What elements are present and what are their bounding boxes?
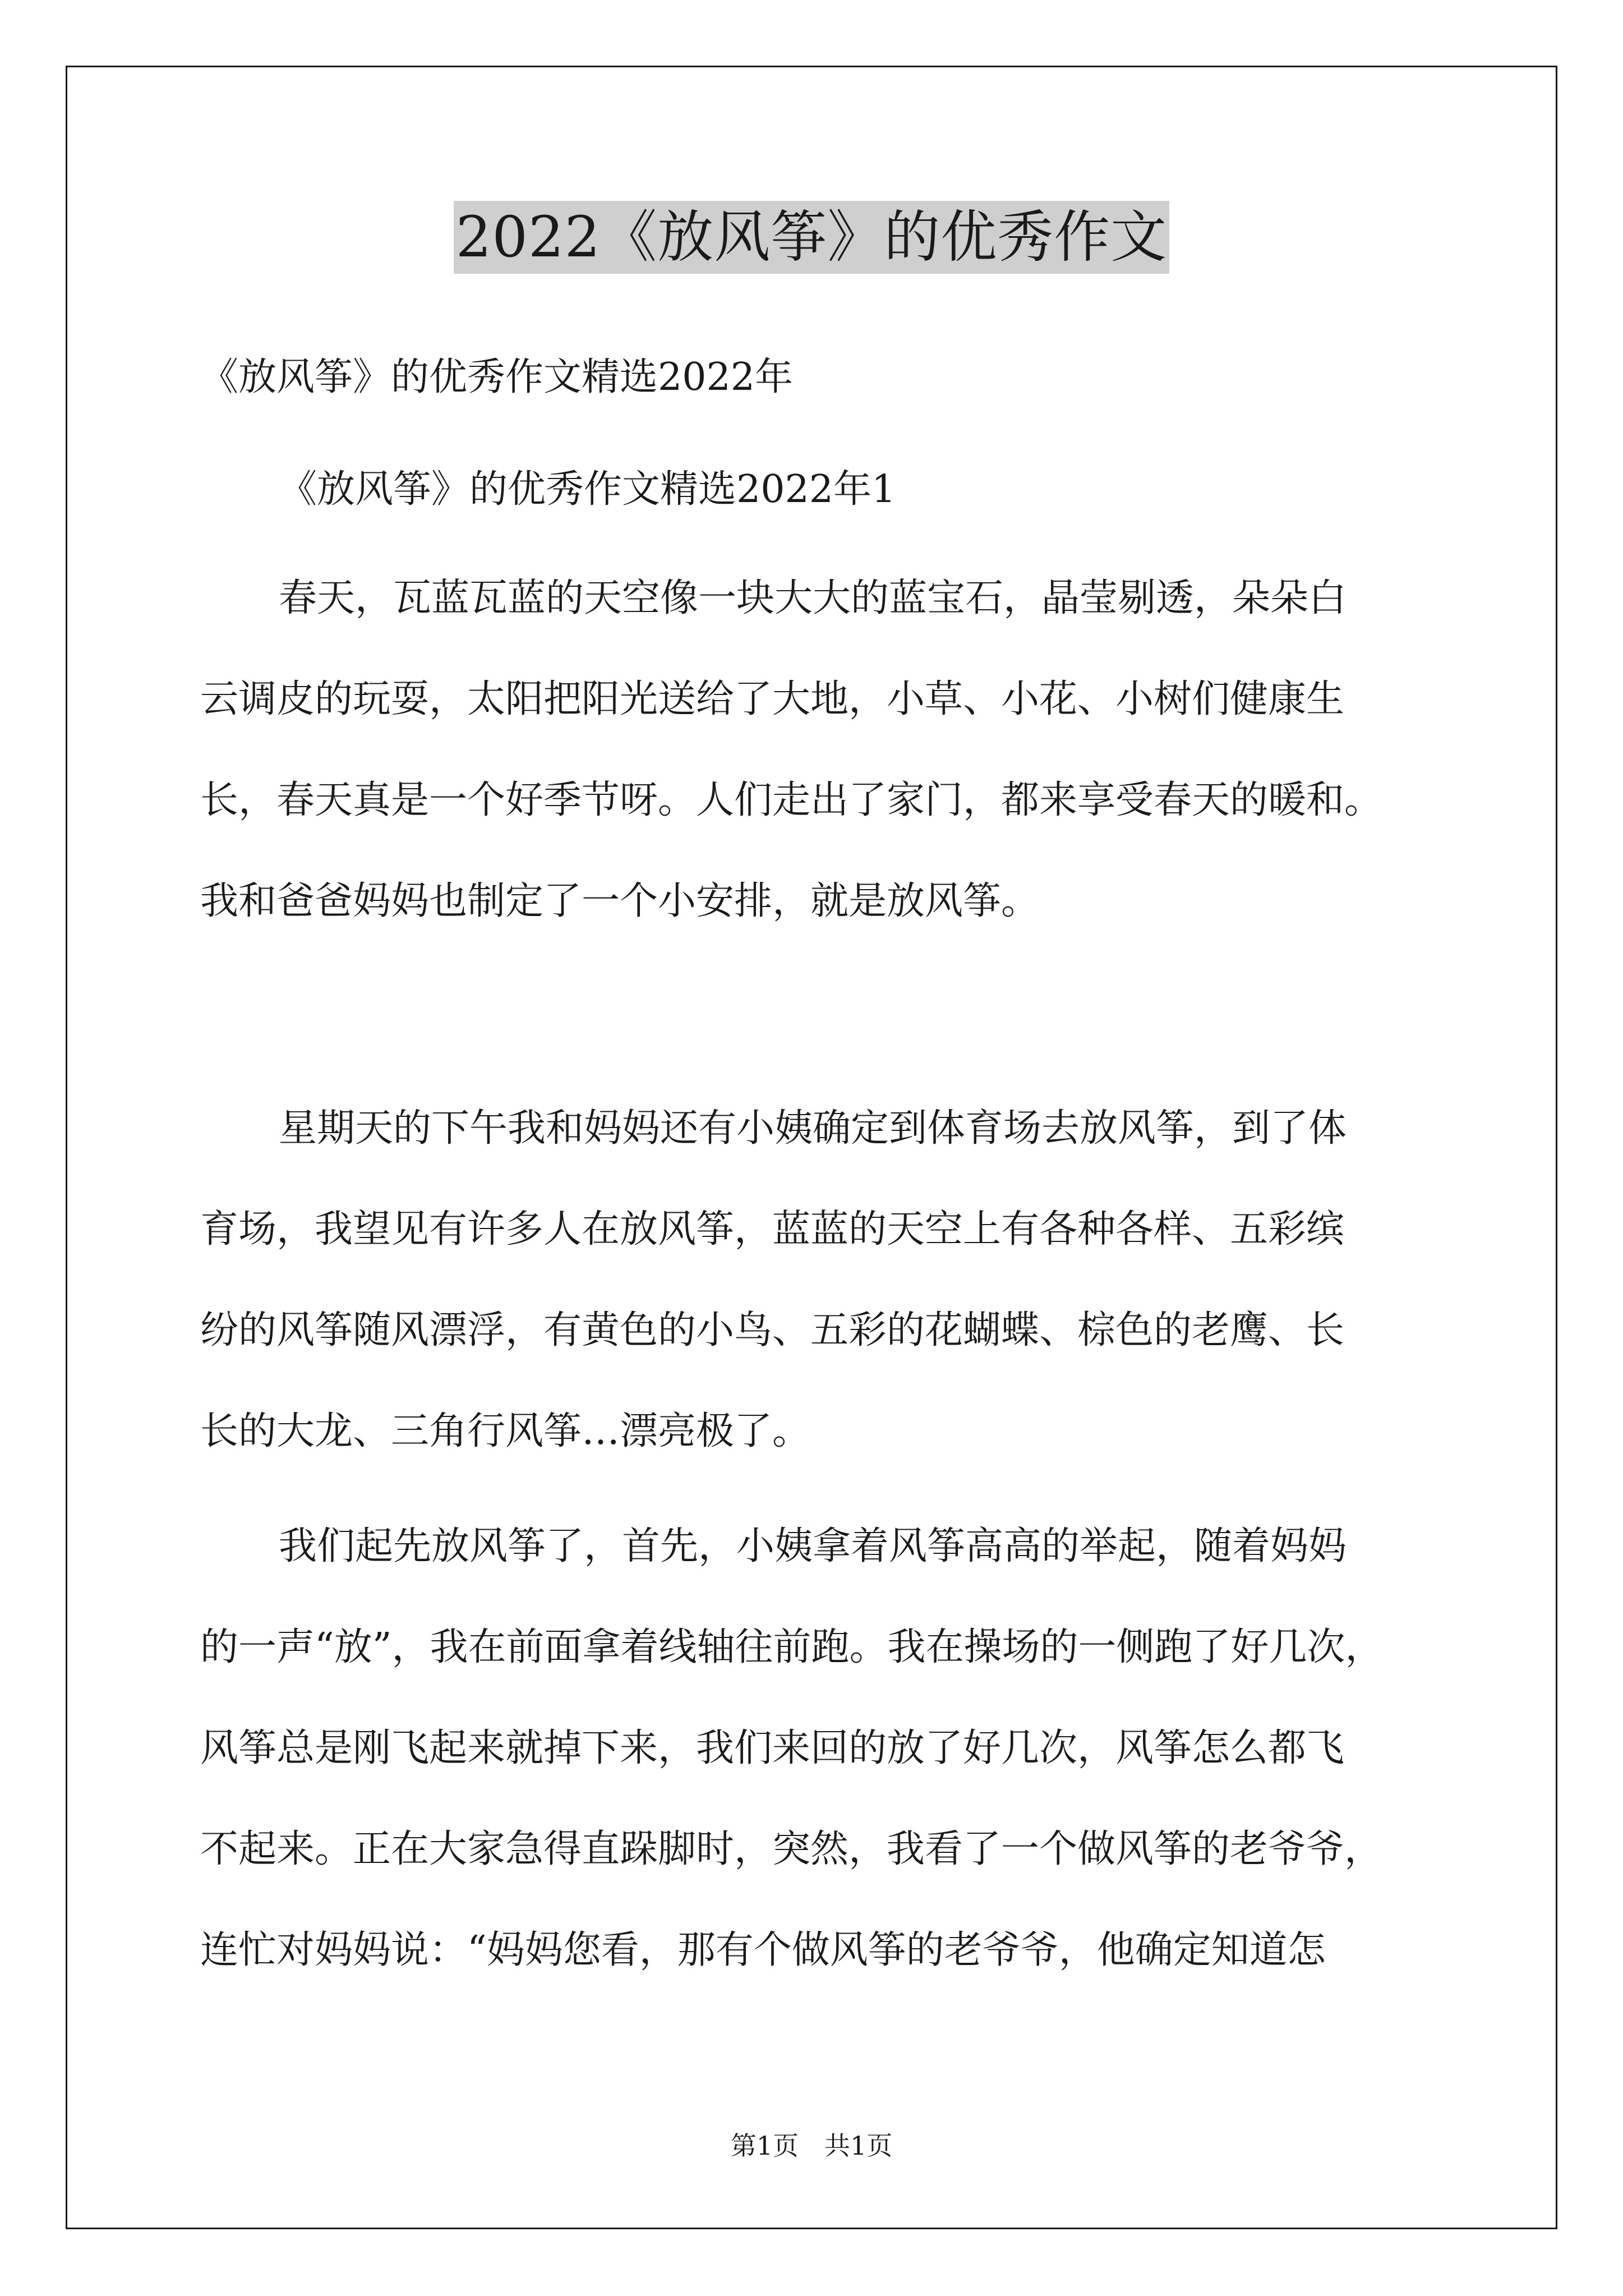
paragraph-line: 育场，我望见有许多人在放风筝，蓝蓝的天空上有各种各样、五彩缤 — [200, 1207, 1345, 1251]
section-heading: 《放风筝》的优秀作文精选2022年1 — [279, 467, 896, 512]
paragraph-line: 长的大龙、三角行风筝…漂亮极了。 — [200, 1409, 811, 1453]
paragraph-line: 连忙对妈妈说：“妈妈您看，那有个做风筝的老爷爷，他确定知道怎 — [200, 1928, 1326, 1972]
page-indicator: 第1页 共1页 — [730, 2131, 893, 2161]
paragraph-line: 我们起先放风筝了，首先，小姨拿着风筝高高的举起，随着妈妈 — [279, 1524, 1347, 1568]
title-container — [0, 201, 1623, 274]
paragraph-line: 不起来。正在大家急得直跺脚时，突然，我看了一个做风筝的老爷爷， — [200, 1827, 1383, 1871]
paragraph-line: 云调皮的玩耍，太阳把阳光送给了大地，小草、小花、小树们健康生 — [200, 677, 1345, 721]
paragraph-line: 风筝总是刚飞起来就掉下来，我们来回的放了好几次，风筝怎么都飞 — [200, 1726, 1345, 1770]
paragraph-line: 星期天的下午我和妈妈还有小姨确定到体育场去放风筝，到了体 — [279, 1106, 1347, 1151]
paragraph-line: 长，春天真是一个好季节呀。人们走出了家门，都来享受春天的暖和。 — [200, 778, 1383, 822]
paragraph-line: 纷的风筝随风漂浮，有黄色的小鸟、五彩的花蝴蝶、棕色的老鹰、长 — [200, 1308, 1345, 1352]
paragraph-line: 春天，瓦蓝瓦蓝的天空像一块大大的蓝宝石，晶莹剔透，朵朵白 — [279, 576, 1347, 620]
document-subtitle: 《放风筝》的优秀作文精选2022年 — [200, 355, 794, 399]
paragraph-line: 的一声“放”，我在前面拿着线轴往前跑。我在操场的一侧跑了好几次， — [200, 1625, 1384, 1669]
paragraph-line: 我和爸爸妈妈也制定了一个小安排，就是放风筝。 — [200, 879, 1040, 923]
document-title: 2022《放风筝》的优秀作文 — [454, 201, 1170, 274]
